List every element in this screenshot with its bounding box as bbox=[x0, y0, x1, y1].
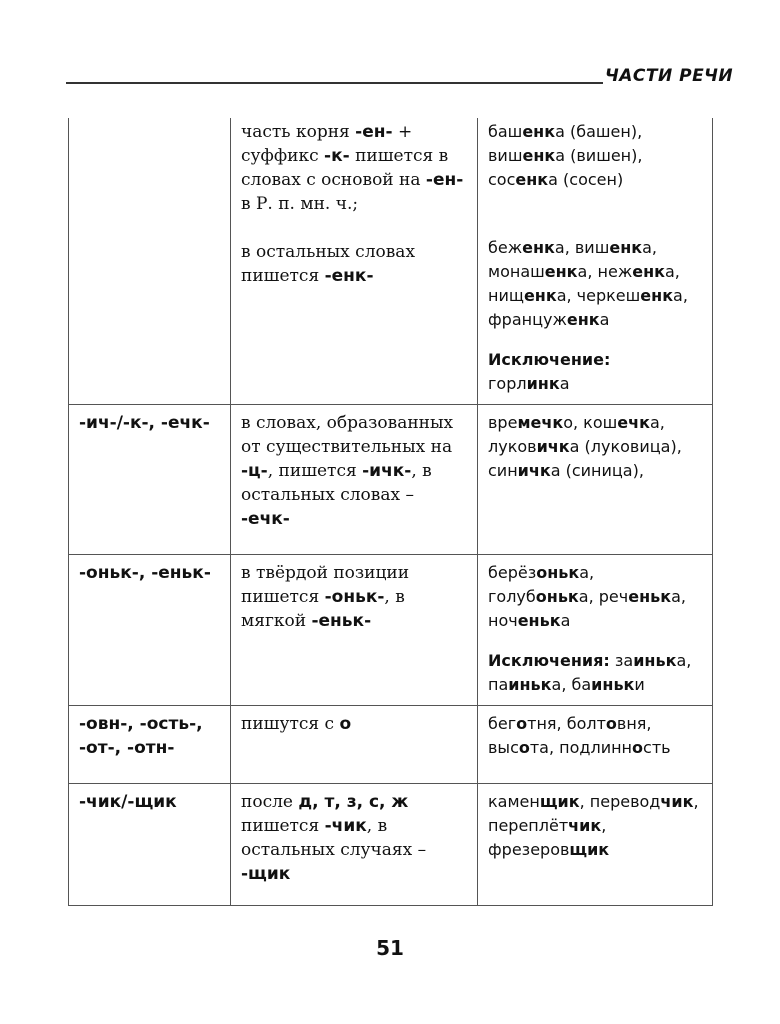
exception-text: Исключение: горлинка bbox=[488, 350, 611, 393]
rule-cell bbox=[231, 706, 478, 784]
rule-text: в словах, образованных от существительных на -ц-, пишется -ичк-, в остальных словах – -ечк- bbox=[241, 413, 454, 529]
table-row bbox=[69, 784, 713, 906]
rule-text: после д, т, з, с, ж пишется -чик, в остальных случаях – -щик bbox=[241, 792, 427, 884]
rule-text: в остальных словах пишется -енк- bbox=[241, 242, 416, 286]
examples-text: берёзонька, голубонька, реченька, ноченька bbox=[488, 563, 687, 630]
suffix-cell: -оньк-, -еньк- bbox=[69, 555, 231, 706]
header-rule bbox=[66, 82, 603, 84]
examples-text: каменщик, переводчик, переплётчик, фрезеровщик bbox=[488, 792, 699, 859]
examples-cell bbox=[478, 555, 713, 706]
examples-cell bbox=[478, 706, 713, 784]
suffix-cell: -овн-, -ость-, -от-, -отн- bbox=[69, 706, 231, 784]
exception-text: Исключения: заинька, паинька, баиньки bbox=[488, 651, 692, 694]
table-row bbox=[69, 405, 713, 555]
examples-cell bbox=[478, 405, 713, 555]
suffix-cell: -чик/-щик bbox=[69, 784, 231, 906]
rule-text: часть корня -ен- + суффикс -к- пишется в словах с основой на -ен- в Р. п. мн. ч.; bbox=[241, 122, 464, 214]
examples-text: беженка, вишенка, монашенка, неженка, нищенка, черкешенка, француженка bbox=[488, 238, 688, 329]
rule-cell bbox=[231, 555, 478, 706]
rule-cell bbox=[231, 118, 478, 405]
suffix-cell: -ич-/-к-, -ечк- bbox=[69, 405, 231, 555]
rule-cell bbox=[231, 784, 478, 906]
examples-cell bbox=[478, 784, 713, 906]
section-title: ЧАСТИ РЕЧИ bbox=[605, 66, 734, 86]
table-row bbox=[69, 706, 713, 784]
table-row bbox=[69, 555, 713, 706]
rule-text: пишутся с о bbox=[241, 714, 352, 734]
rule-cell bbox=[231, 405, 478, 555]
rule-text: в твёрдой позиции пишется -оньк-, в мягкой -еньк- bbox=[241, 563, 410, 631]
examples-cell bbox=[478, 118, 713, 405]
page-number: 51 bbox=[376, 936, 404, 960]
examples-text: времечко, кошечка, луковичка (луковица), синичка (синица), bbox=[488, 413, 682, 480]
examples-text: беготня, болтовня, высота, подлинность bbox=[488, 714, 671, 757]
suffix-cell bbox=[69, 118, 231, 405]
examples-text: башенка (башен), вишенка (вишен), сосенка (сосен) bbox=[488, 122, 643, 189]
table-row bbox=[69, 118, 713, 405]
suffix-rules-table bbox=[68, 118, 713, 906]
